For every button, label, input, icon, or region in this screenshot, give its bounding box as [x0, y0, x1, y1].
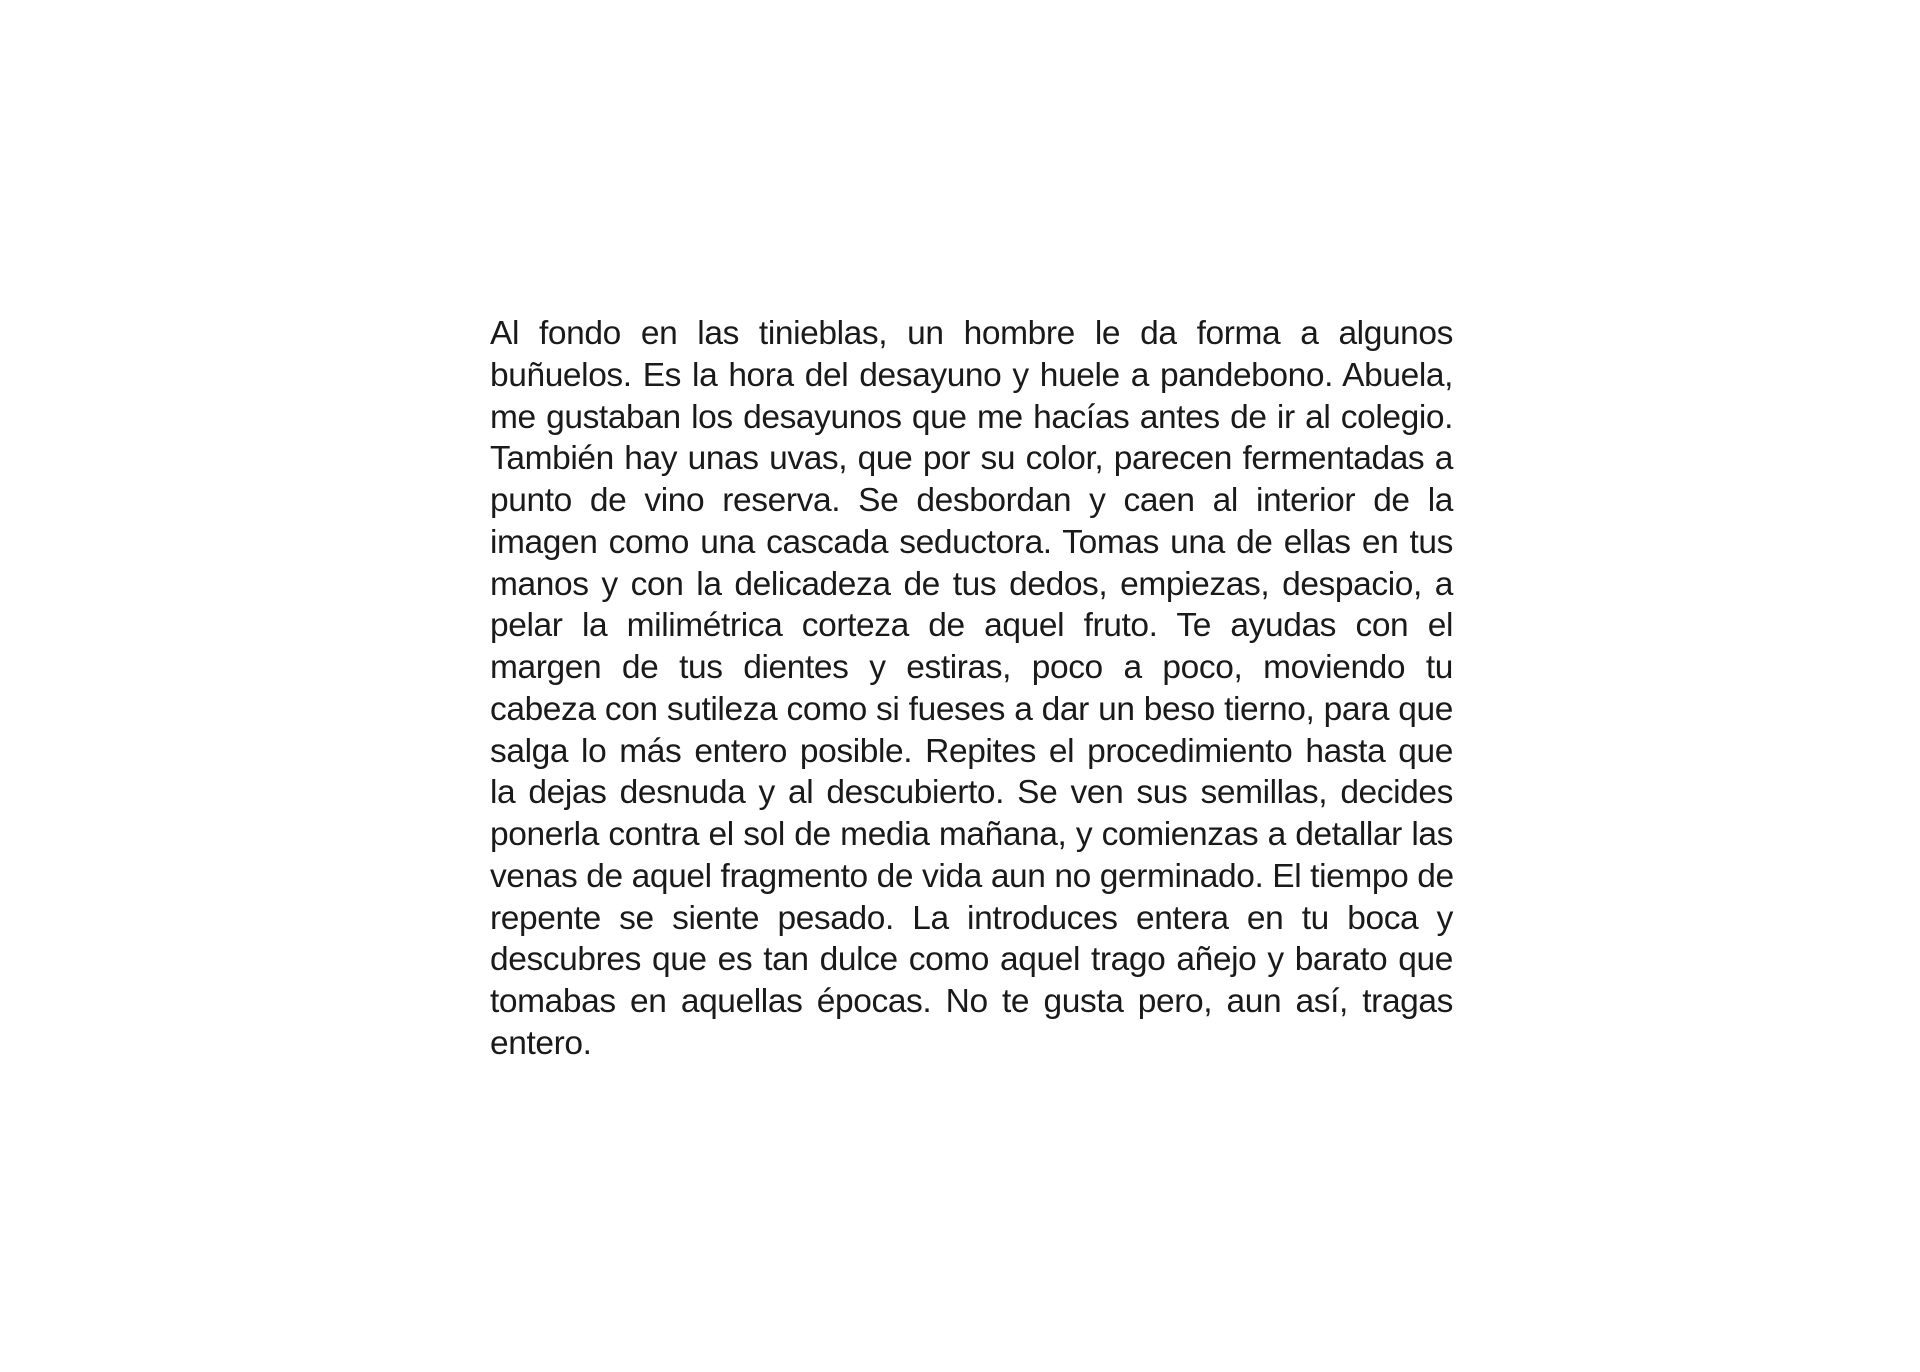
paragraph-line: También hay unas uvas, que por su color, parecen fermentadas a — [490, 440, 1453, 478]
paragraph-line: punto de vino reserva. Se desbordan y caen al interior de la — [490, 482, 1453, 519]
paragraph-line: imagen como una cascada seductora. Tomas una de ellas en tus — [490, 523, 1453, 561]
paragraph-line: salga lo más entero posible. Repites el procedimiento hasta que — [490, 732, 1453, 770]
paragraph-line: repente se siente pesado. La introduces entera en tu boca y — [490, 899, 1453, 937]
body-paragraph — [490, 313, 1453, 1065]
paragraph-line: la dejas desnuda y al descubierto. Se ven sus semillas, decides — [490, 774, 1453, 812]
paragraph-line: tomabas en aquellas épocas. No te gusta pero, aun así, tragas — [490, 983, 1453, 1020]
paragraph-line: ponerla contra el sol de media mañana, y comienzas a detallar las — [490, 816, 1453, 853]
paragraph-line: venas de aquel fragmento de vida aun no germinado. El tiempo de — [490, 857, 1454, 895]
paragraph-line: Al fondo en las tinieblas, un hombre le da forma a algunos — [490, 315, 1453, 352]
paragraph-line: buñuelos. Es la hora del desayuno y huele a pandebono. Abuela, — [490, 356, 1453, 394]
paragraph-line: descubres que es tan dulce como aquel trago añejo y barato que — [490, 941, 1453, 979]
paragraph-line: pelar la milimétrica corteza de aquel fruto. Te ayudas con el — [490, 607, 1453, 645]
paragraph-line: entero. — [490, 1024, 592, 1062]
paragraph-line: me gustaban los desayunos que me hacías antes de ir al colegio. — [490, 398, 1453, 436]
paragraph-line: margen de tus dientes y estiras, poco a poco, moviendo tu — [490, 649, 1453, 686]
paragraph-line: manos y con la delicadeza de tus dedos, empiezas, despacio, a — [490, 565, 1453, 603]
paragraph-line: cabeza con sutileza como si fueses a dar un beso tierno, para que — [490, 690, 1453, 728]
